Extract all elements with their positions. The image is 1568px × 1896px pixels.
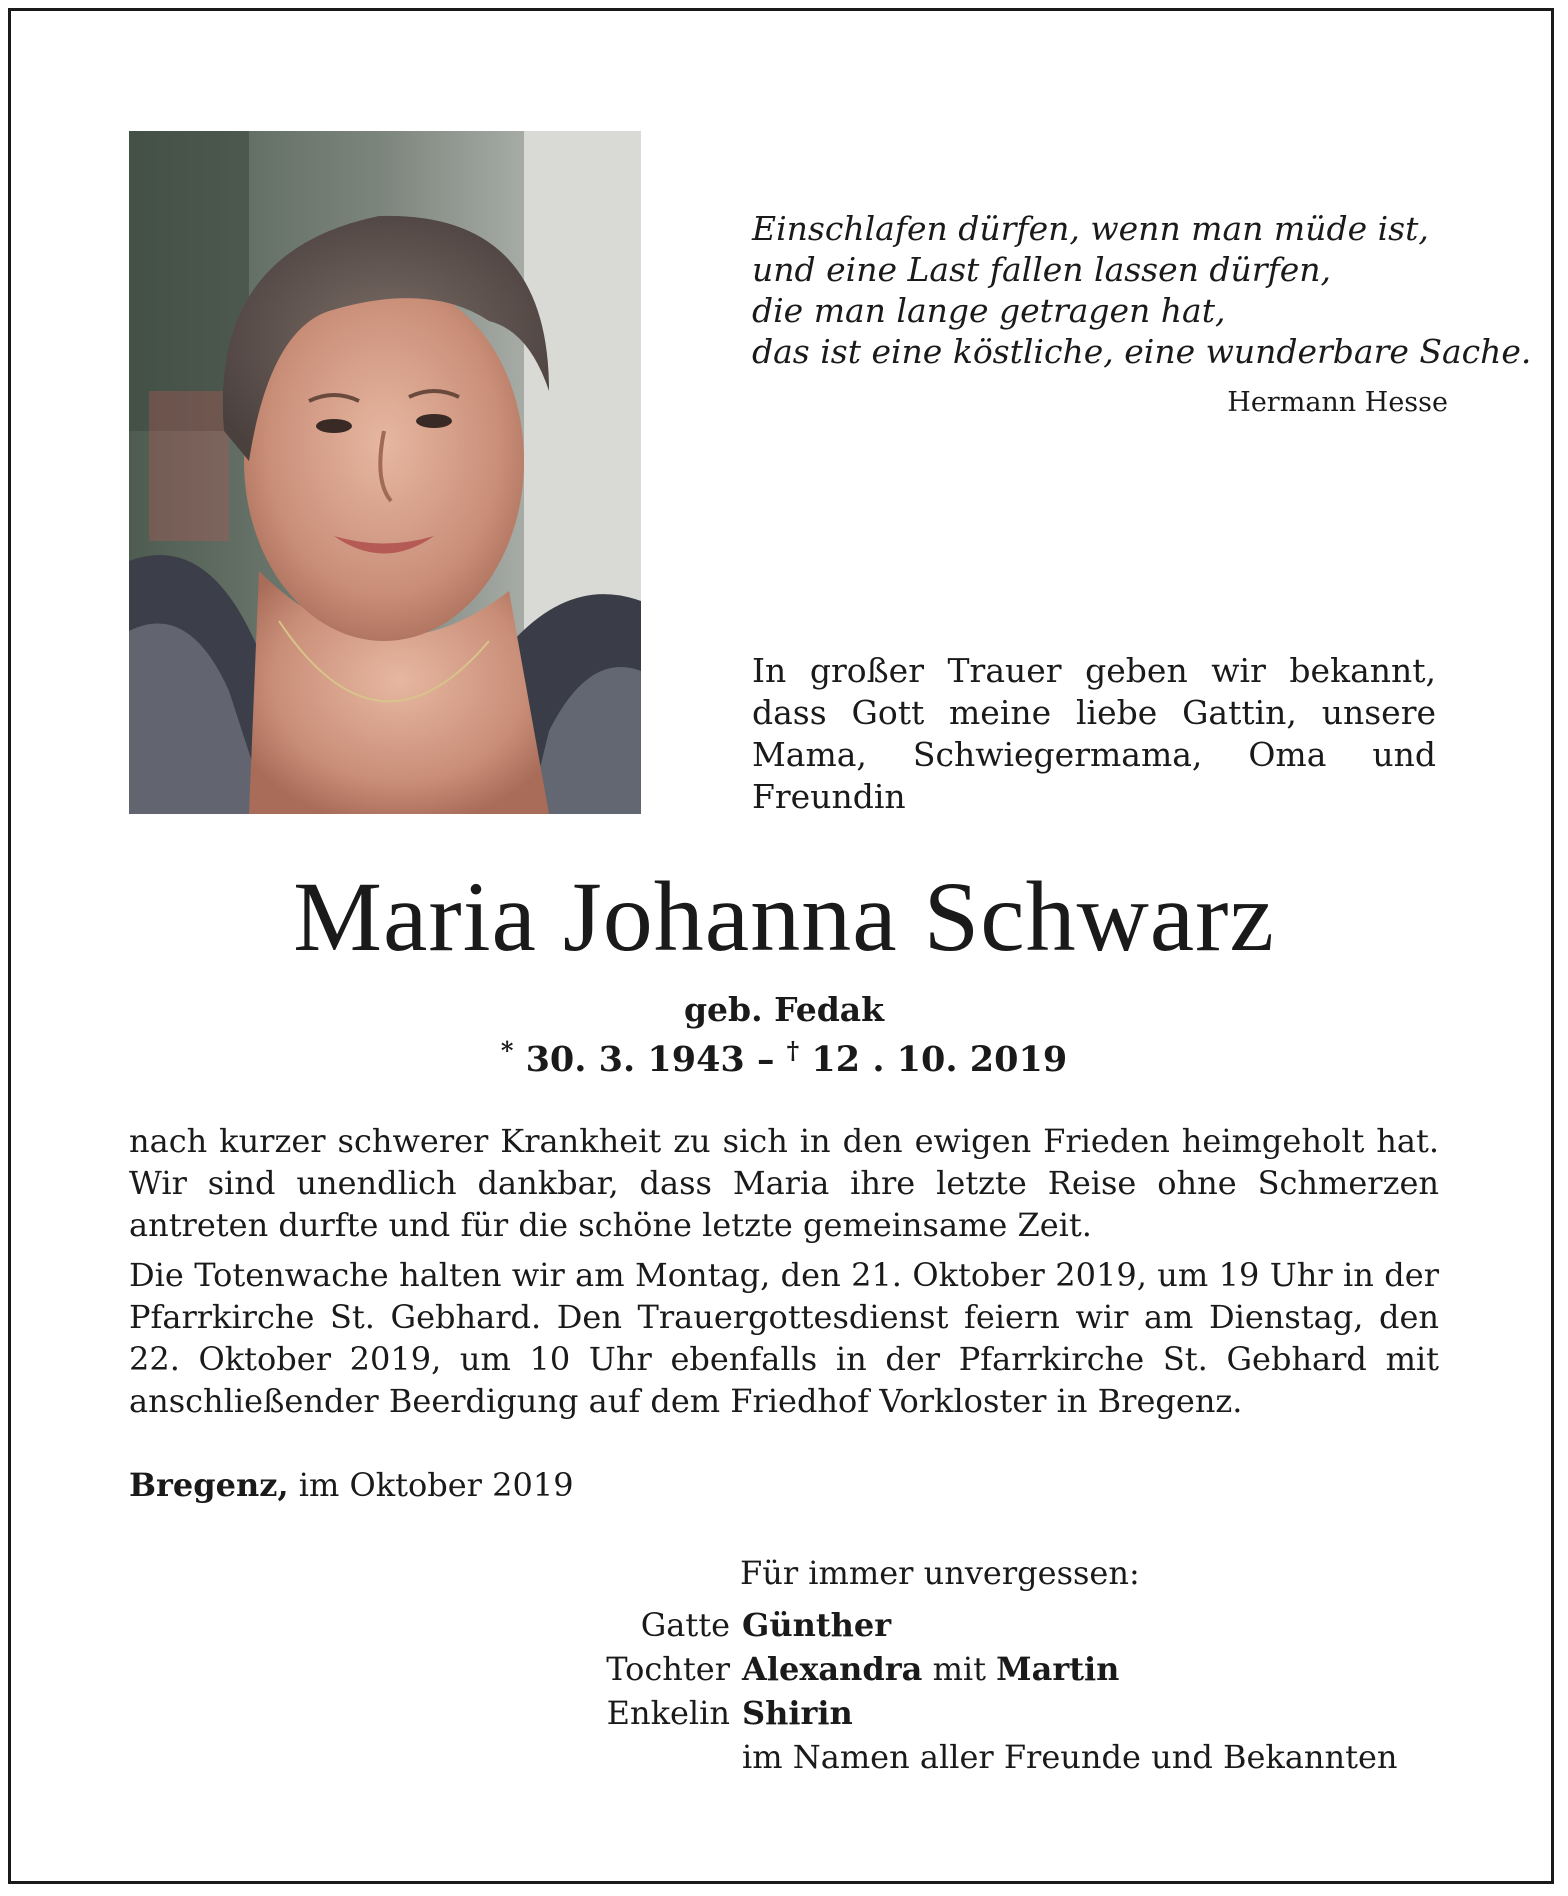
family-list [0,1603,1568,1776]
place-city: Bregenz, [129,1466,289,1504]
place-date [129,1466,574,1504]
body-paragraph: nach kurzer schwerer Krankheit zu sich in den ewigen Frieden heimgeholt hat. Wir sind unendlich dankbar, dass Maria ihre letzte Reise ohne Schmerzen antreten durfte und für die schöne letzte gemeinsame Zeit. [129,1122,1439,1244]
family-partner: Martin [996,1650,1120,1688]
family-name: Shirin [742,1694,853,1732]
quote-author: Hermann Hesse [1227,387,1448,418]
quote-line: und eine Last fallen lassen dürfen, [752,250,1332,289]
family-role: Enkelin [606,1694,730,1732]
deceased-name: Maria Johanna Schwarz [293,861,1275,972]
quote-line: das ist eine köstliche, eine wunderbare Sache. [752,332,1532,371]
death-symbol: † [786,1036,800,1065]
signoff-heading: Für immer unvergessen: [740,1554,1140,1592]
family-role: Tochter [606,1650,730,1688]
family-row [0,1691,1568,1735]
family-row [0,1647,1568,1691]
notice-body [129,1120,1439,1430]
quote-line: Einschlafen dürfen, wenn man müde ist, [752,209,1429,248]
family-names [742,1691,853,1735]
family-names [742,1647,1119,1691]
family-name: Günther [742,1606,892,1644]
quote-line: die man lange getragen hat, [752,291,1226,330]
date-separator: – [756,1039,775,1080]
family-row [0,1603,1568,1647]
birth-name: geb. Fedak [683,990,885,1029]
poem-quote [752,208,1532,372]
place-month: im Oktober 2019 [298,1466,574,1504]
family-names [742,1603,891,1647]
family-connector: mit [932,1650,986,1688]
family-name: Alexandra [742,1650,923,1688]
body-paragraph: Die Totenwache halten wir am Montag, den 21. Oktober 2019, um 19 Uhr in der Pfarrkirche St. Gebhard. Den Trauergottesdienst feiern wir am Dienstag, den 22. Oktober 2019, um 10 Uhr ebenfalls in der Pfarrkirche St. Gebhard mit anschließender Beerdigung auf dem Friedhof Vorkloster in Bregenz. [129,1256,1439,1420]
death-date: 12 . 10. 2019 [811,1039,1068,1080]
birth-date: 30. 3. 1943 [525,1039,745,1080]
family-role: Gatte [640,1606,730,1644]
family-closing: im Namen aller Freunde und Bekannten [742,1738,1398,1776]
portrait-photo [129,131,641,814]
birth-symbol: * [500,1036,514,1065]
announcement-text: In großer Trauer geben wir bekannt, dass Gott meine liebe Gattin, unsere Mama, Schwiegermama, Oma und Freundin [752,651,1436,816]
life-dates [0,1036,1568,1080]
